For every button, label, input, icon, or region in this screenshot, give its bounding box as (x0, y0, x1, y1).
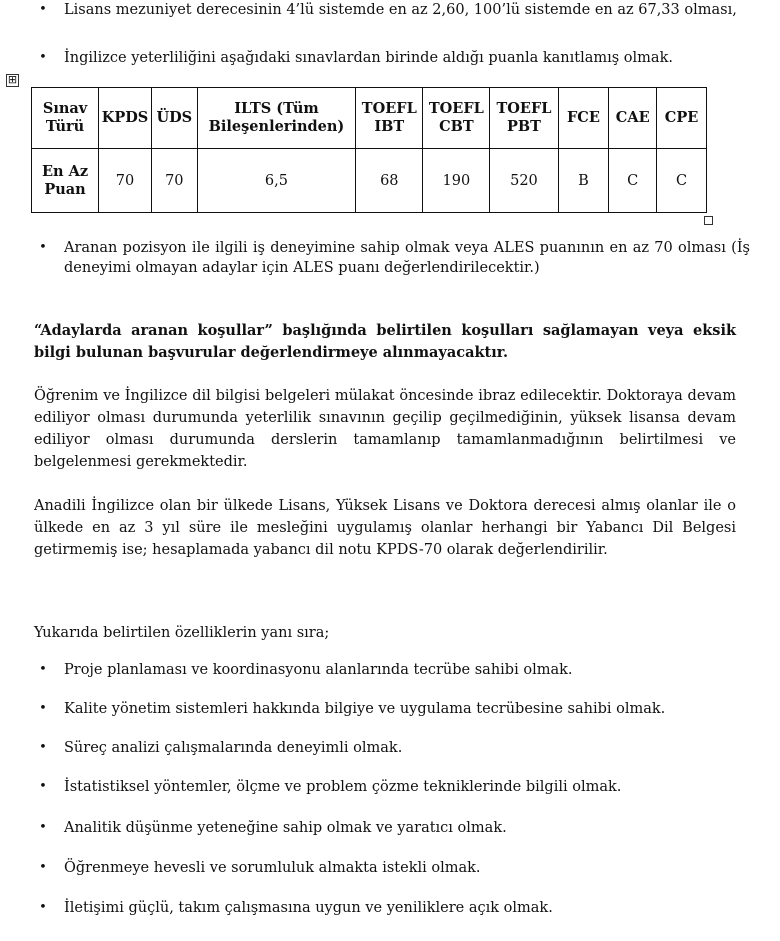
table-row (32, 149, 707, 213)
bullet-text: Öğrenmeye hevesli ve sorumluluk almakta istekli olmak. (64, 860, 481, 876)
table-header-cell: ILTS (Tüm Bileşenlerinden) (197, 88, 356, 149)
table-cell: B (558, 149, 609, 213)
bullet-icon: • (39, 662, 47, 677)
table-header-cell: TOEFL IBT (356, 88, 423, 149)
table-header-cell: ÜDS (151, 88, 197, 149)
bullet-text: Kalite yönetim sistemleri hakkında bilgiye ve uygulama tecrübesine sahibi olmak. (64, 701, 666, 717)
table-resize-handle[interactable] (704, 216, 713, 225)
table-cell: 520 (490, 149, 558, 213)
bullet-icon: • (39, 50, 47, 65)
table-cell: 190 (423, 149, 490, 213)
table-header-cell: TOEFL PBT (490, 88, 558, 149)
table-cell: 68 (356, 149, 423, 213)
table-cell: C (657, 149, 707, 213)
table-cell: 6,5 (197, 149, 356, 213)
table-header-row (32, 88, 707, 149)
list-item (34, 48, 750, 68)
table-move-handle-icon[interactable]: ⊞ (7, 73, 18, 86)
bullet-icon: • (39, 779, 47, 794)
table-header-cell: Sınav Türü (32, 88, 99, 149)
exam-score-table (31, 87, 707, 213)
table-header-cell: CPE (657, 88, 707, 149)
table-cell: 70 (99, 149, 152, 213)
list-item (34, 0, 750, 20)
bullet-text: Süreç analizi çalışmalarında deneyimli olmak. (64, 740, 403, 756)
table-header-cell: KPDS (99, 88, 152, 149)
table-header-cell: TOEFL CBT (423, 88, 490, 149)
paragraph: Anadili İngilizce olan bir ülkede Lisans, Yüksek Lisans ve Doktora derecesi almış olanlar ile o ülkede en az 3 yıl süre ile mesleğini uygulamış olanlar herhangi bir Yabancı Dil Belgesi getirmemiş ise; hesaplamada yabancı dil notu KPDS-70 olarak değerlendirilir. (34, 498, 736, 558)
bullet-text: İletişimi güçlü, takım çalışmasına uygun ve yeniliklere açık olmak. (64, 900, 553, 916)
bullet-text: İngilizce yeterliliğini aşağıdaki sınavlardan birinde aldığı puanla kanıtlamış olmak. (64, 50, 673, 66)
bullet-icon: • (39, 2, 47, 17)
list-item (34, 777, 750, 797)
bullet-icon: • (39, 900, 47, 915)
list-item (34, 738, 750, 758)
bullet-icon: • (39, 701, 47, 716)
list-item (34, 818, 750, 838)
bullet-text: Analitik düşünme yeteneğine sahip olmak ve yaratıcı olmak. (64, 820, 507, 836)
bullet-icon: • (39, 860, 47, 875)
intro-text: Yukarıda belirtilen özelliklerin yanı sıra; (34, 625, 330, 641)
list-item (34, 858, 750, 878)
bullet-text: Proje planlaması ve koordinasyonu alanlarında tecrübe sahibi olmak. (64, 662, 573, 678)
table-header-cell: CAE (609, 88, 657, 149)
list-item (34, 699, 750, 719)
table-cell: C (609, 149, 657, 213)
bullet-text: Lisans mezuniyet derecesinin 4’lü sistemde en az 2,60, 100’lü sistemde en az 67,33 olması, (64, 2, 737, 18)
paragraph: Öğrenim ve İngilizce dil bilgisi belgeleri mülakat öncesinde ibraz edilecektir. Doktoraya devam ediliyor olması durumunda yeterlilik sınavının geçilip geçilmediğinin, yüksek lisansa devam ediliyor olması durumunda derslerin tamamlanıp tamamlanmadığının belirtilmesi ve belgelenmesi gerekmektedir. (34, 388, 736, 470)
bullet-icon: • (39, 740, 47, 755)
bullet-icon: • (39, 820, 47, 835)
table-header-cell: FCE (558, 88, 609, 149)
list-item (34, 660, 750, 680)
bullet-text: Aranan pozisyon ile ilgili iş deneyimine sahip olmak veya ALES puanının en az 70 olması (İş deneyimi olmayan adaylar için ALES puanı değerlendirilecektir.) (64, 240, 750, 276)
table-row-label: En Az Puan (32, 149, 99, 213)
table-cell: 70 (151, 149, 197, 213)
bullet-icon: • (39, 240, 47, 255)
list-item (34, 238, 750, 278)
bullet-text: İstatistiksel yöntemler, ölçme ve problem çözme tekniklerinde bilgili olmak. (64, 779, 622, 795)
list-item (34, 898, 750, 918)
paragraph: “Adaylarda aranan koşullar” başlığında belirtilen koşulları sağlamayan veya eksik bilgi bulunan başvurular değerlendirmeye alınmayacaktır. (34, 322, 736, 361)
